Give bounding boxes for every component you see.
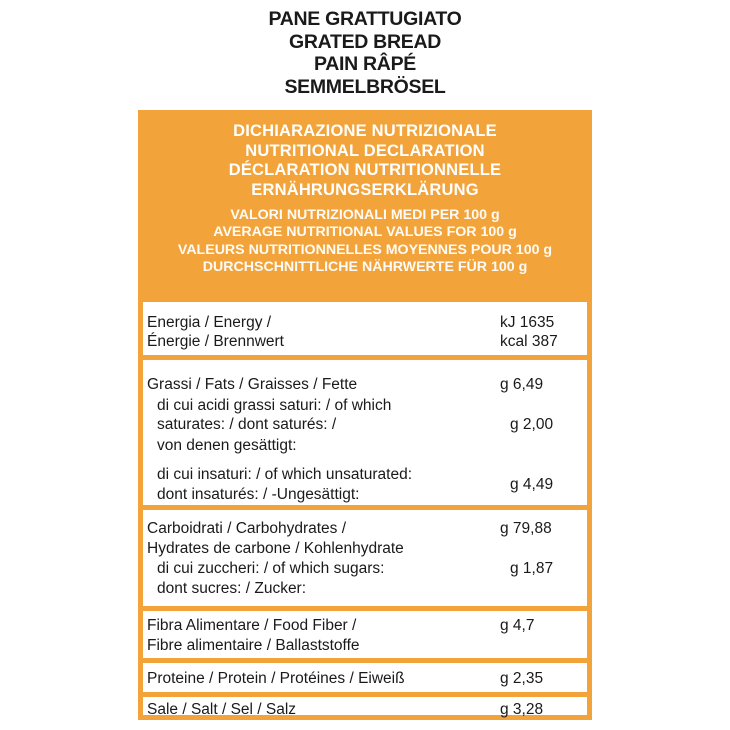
average-english: AVERAGE NUTRITIONAL VALUES FOR 100 g [213,224,517,241]
carbohydrates-label-line1: Carboidrati / Carbohydrates / [147,520,347,537]
saturates-value: g 2,00 [510,416,554,433]
unsaturated-value: g 4,49 [510,476,554,493]
carbohydrates-row [143,505,587,606]
unsaturated-label-line2: dont insaturés: / -Ungesättigt: [157,486,360,503]
declaration-french: DÉCLARATION NUTRITIONNELLE [228,161,502,179]
sugars-label-line2: dont sucres: / Zucker: [157,580,307,597]
fats-label: Grassi / Fats / Graisses / Fette [147,376,358,393]
fiber-value: g 4,7 [500,617,535,634]
nutrition-table [138,110,592,720]
fiber-label-line1: Fibra Alimentare / Food Fiber / [147,617,357,634]
unsaturated-label-line1: di cui insaturi: / of which unsaturated: [157,466,413,483]
salt-value: g 3,28 [500,701,544,718]
energy-kj-value: kJ 1635 [500,314,555,331]
salt-label: Sale / Salt / Sel / Salz [147,701,297,718]
protein-label: Proteine / Protein / Protéines / Eiweiß [147,670,405,687]
fiber-row [143,606,587,658]
energy-label-line2: Énergie / Brennwert [147,333,284,350]
title-german: SEMMELBRÖSEL [284,75,446,98]
protein-value: g 2,35 [500,670,544,687]
energy-row [143,302,587,362]
product-title [0,8,730,98]
energy-kcal-value: kcal 387 [500,333,558,350]
average-italian: VALORI NUTRIZIONALI MEDI PER 100 g [230,207,500,223]
saturates-label-line3: von denen gesättigt: [157,437,297,454]
average-german: DURCHSCHNITTLICHE NÄHRWERTE FÜR 100 g [202,258,528,275]
average-french: VALEURS NUTRITIONNELLES MOYENNES POUR 100 g [177,241,553,258]
carbohydrates-value: g 79,88 [500,520,552,537]
saturates-label-line1: di cui acidi grassi saturi: / of which [157,397,392,414]
declaration-german: ERNÄHRUNGSERKLÄRUNG [251,180,479,199]
energy-label-line1: Energia / Energy / [147,314,272,331]
title-french: PAIN RÂPÉ [313,53,417,75]
fats-row [143,355,587,505]
fats-value: g 6,49 [500,376,544,393]
average-values-block [143,207,587,276]
declaration-english: NUTRITIONAL DECLARATION [245,141,485,160]
sugars-label-line1: di cui zuccheri: / of which sugars: [157,560,385,577]
title-italian: PANE GRATTUGIATO [268,8,462,30]
fiber-label-line2: Fibre alimentaire / Ballaststoffe [147,637,360,654]
table-header [143,115,587,302]
protein-row [143,658,587,692]
sugars-value: g 1,87 [510,560,554,577]
declaration-italian: DICHIARAZIONE NUTRIZIONALE [233,122,497,140]
carbohydrates-label-line2: Hydrates de carbone / Kohlenhydrate [147,540,404,557]
salt-row [143,692,587,720]
saturates-label-line2: saturates: / dont saturés: / [157,416,337,433]
title-english: GRATED BREAD [288,30,442,53]
